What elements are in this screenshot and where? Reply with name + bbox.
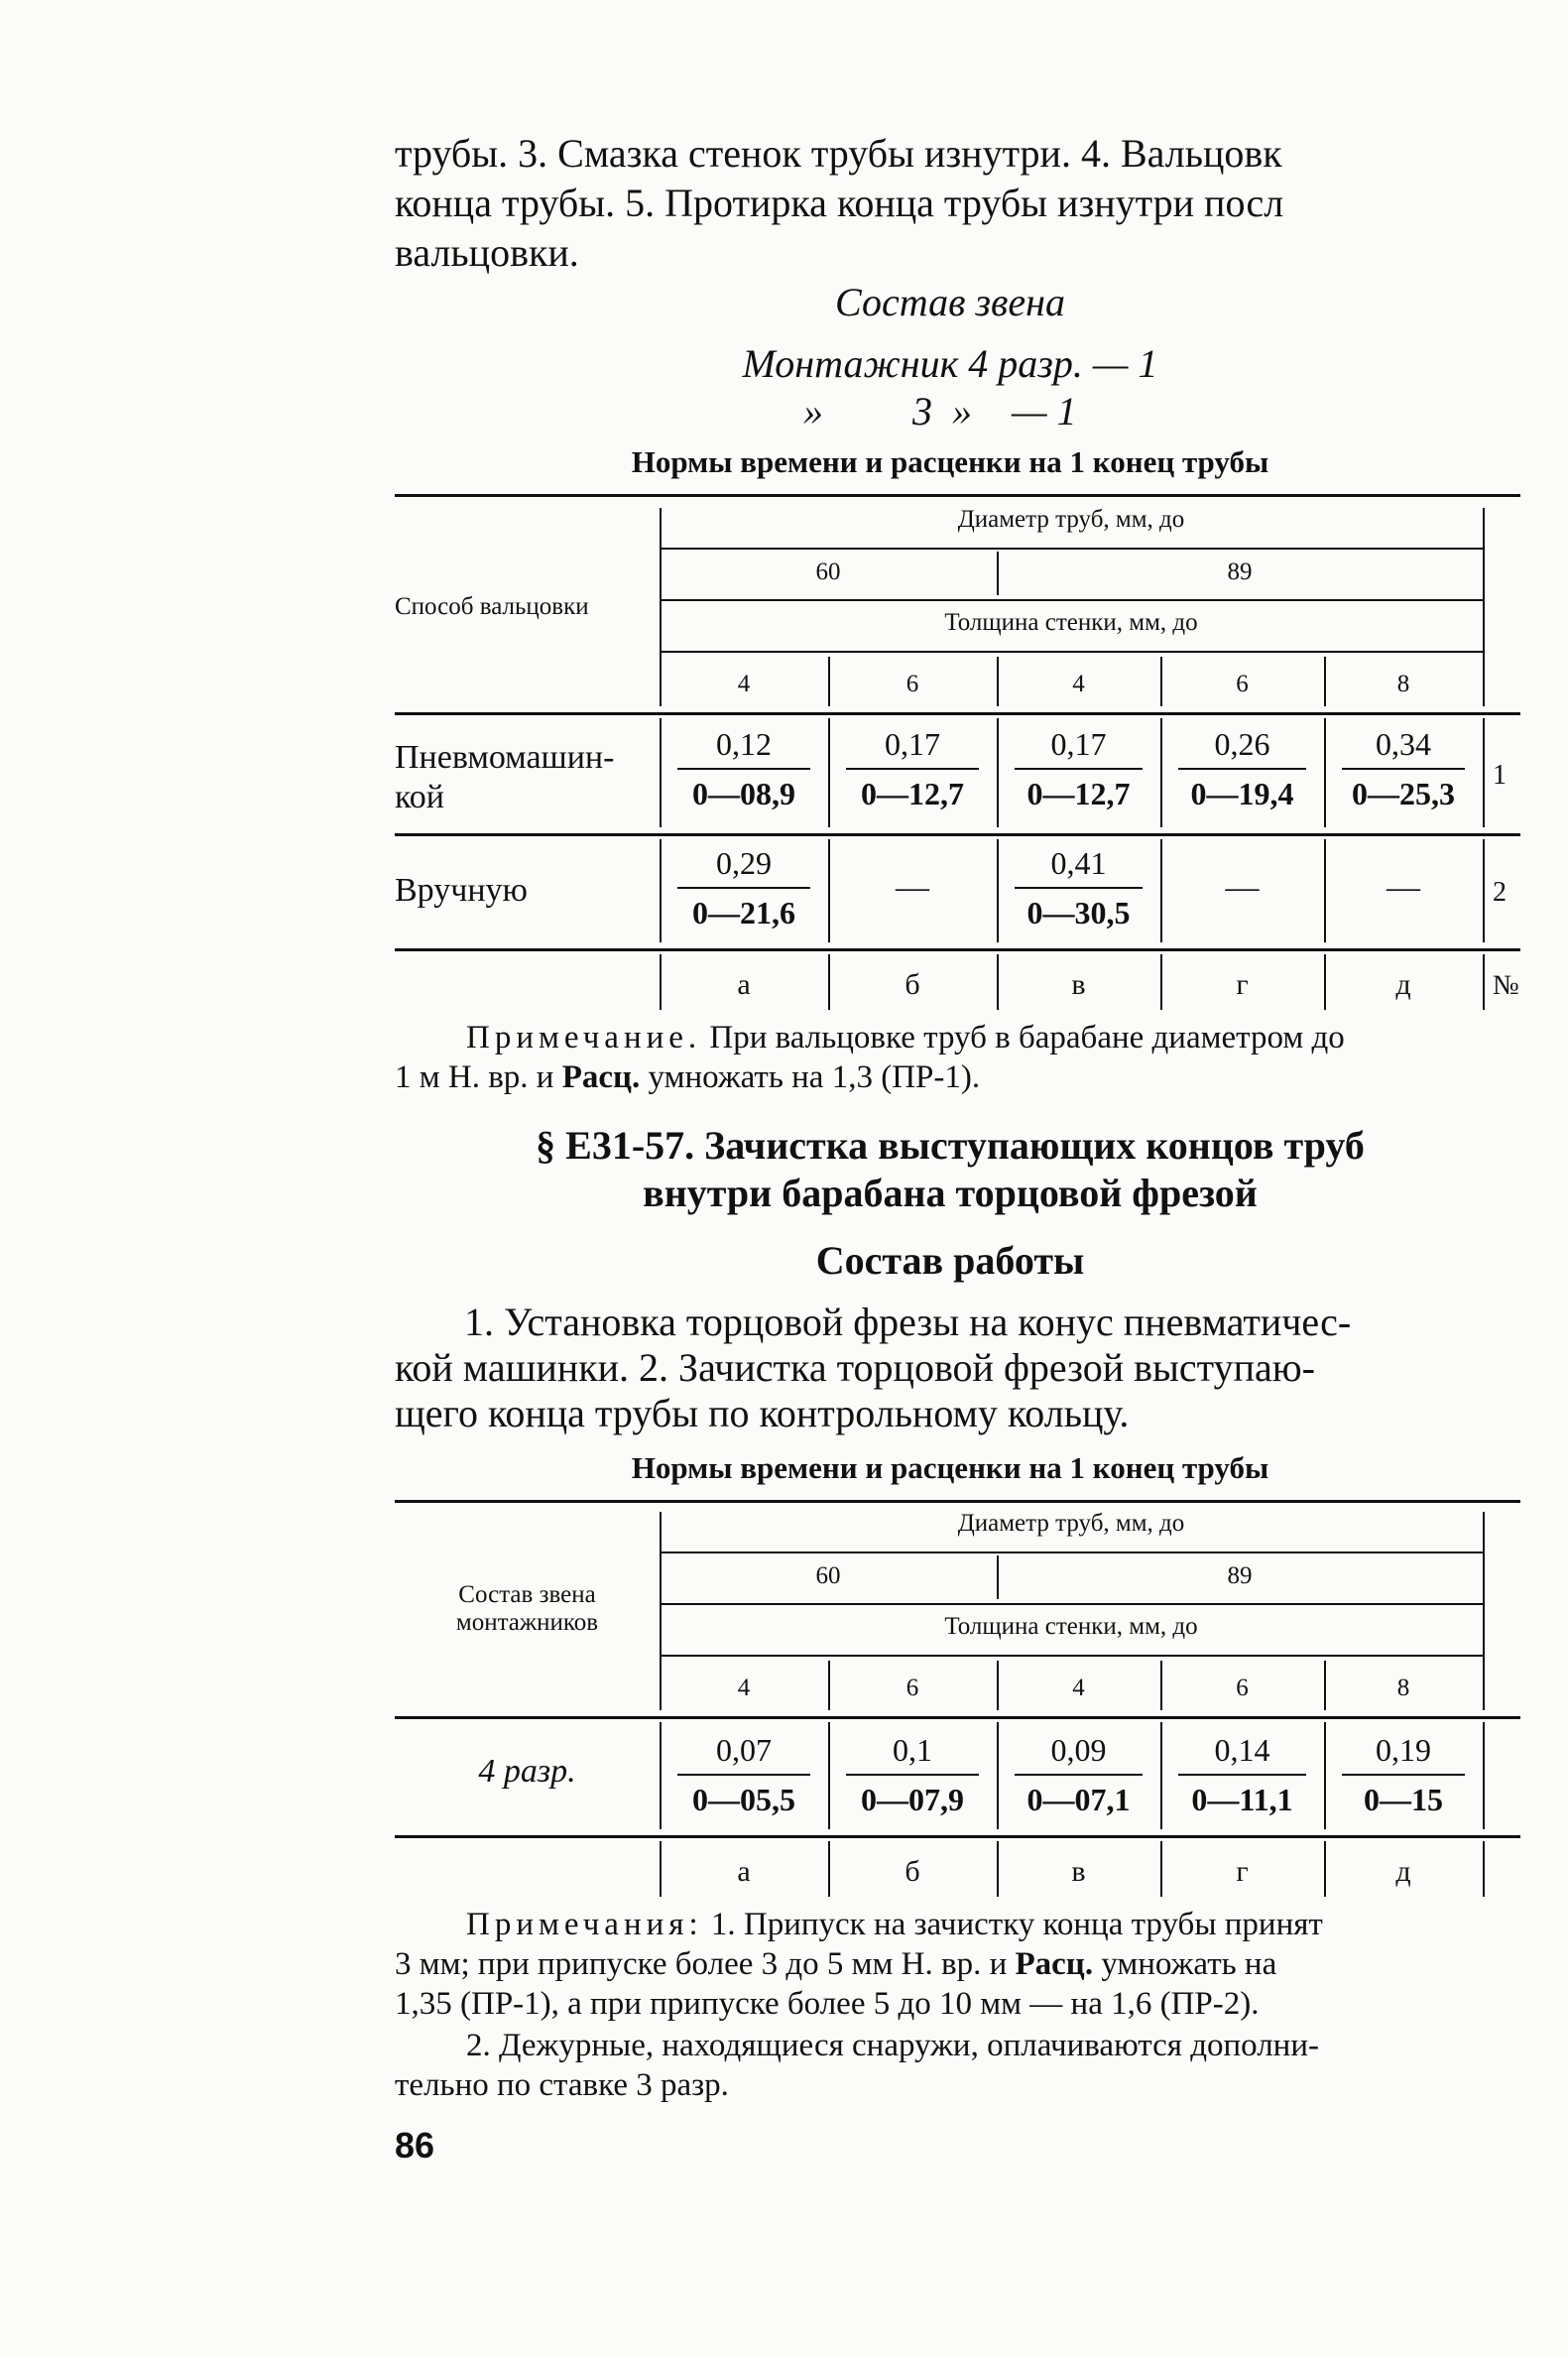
table1-letters-v2 xyxy=(997,954,999,1010)
table2-vline-th1 xyxy=(828,1661,830,1710)
table2-thickness-1: 4 xyxy=(737,1675,751,1701)
table2-cell-d xyxy=(1324,1730,1483,1819)
table2-diameter-89: 89 xyxy=(1227,1562,1253,1589)
table2-thickness-4: 6 xyxy=(1236,1675,1249,1701)
fraction-bar xyxy=(1015,887,1143,889)
table2-row-v4 xyxy=(1324,1722,1326,1829)
norm-time: 0,29 xyxy=(716,845,772,881)
work-heading: Состав работы xyxy=(815,1238,1085,1283)
table2-diameter-60: 60 xyxy=(815,1562,841,1589)
table1-row2-v4 xyxy=(1324,839,1326,942)
table1-row2-v0 xyxy=(660,839,662,942)
rate: 0—21,6 xyxy=(692,895,795,931)
table1-row1-cell-a xyxy=(660,724,828,813)
note-abbrev: Расц. xyxy=(1015,1946,1094,1982)
rate: 0—25,3 xyxy=(1352,776,1455,811)
table1-letters-v5 xyxy=(1483,954,1485,1010)
fraction-bar xyxy=(846,1774,979,1776)
norm-time: 0,17 xyxy=(885,726,940,762)
table1-thickness-3: 4 xyxy=(1072,671,1085,697)
table2-title: Нормы времени и расценки на 1 конец трубы xyxy=(631,1450,1269,1485)
table1-rule-2 xyxy=(660,599,1483,601)
table1-thickness-header: Толщина стенки, мм, до xyxy=(944,609,1198,636)
rate: 0—12,7 xyxy=(861,776,964,811)
table1-vline-right xyxy=(1483,508,1485,706)
table1-rule-1 xyxy=(660,548,1483,550)
table1-row2-cell-b: — xyxy=(896,869,929,906)
table2-note1-line1 xyxy=(466,1905,1323,1944)
table1-row1-cell-g xyxy=(1160,724,1324,813)
table2-row-label: 4 разр. xyxy=(478,1753,576,1790)
page-number: 86 xyxy=(395,2125,435,2166)
table1-number-label: № xyxy=(1493,970,1519,1001)
table1-row1-v4 xyxy=(1324,718,1326,827)
table2-cell-g xyxy=(1160,1730,1324,1819)
work-line-1: 1. Установка торцовой фрезы на конус пневматичес- xyxy=(464,1300,1352,1344)
intro-line-3: вальцовки. xyxy=(395,230,579,275)
table2-letters-v2 xyxy=(997,1841,999,1897)
table2-cell-v xyxy=(997,1730,1160,1819)
table1-note-line2 xyxy=(395,1057,980,1097)
table1-row1-cell-d xyxy=(1324,724,1483,813)
intro-line-2: конца трубы. 5. Протирка конца трубы изнутри посл xyxy=(395,181,1284,225)
table1-row1-v5 xyxy=(1483,718,1485,827)
table2-rule-3 xyxy=(660,1655,1483,1657)
table1-row1-v1 xyxy=(828,718,830,827)
table1-letters-v4 xyxy=(1324,954,1326,1010)
norm-time: 0,34 xyxy=(1376,726,1431,762)
fraction-bar xyxy=(677,768,810,770)
work-line-3: щего конца трубы по контрольному кольцу. xyxy=(395,1391,1130,1435)
table1-col-letter-v: в xyxy=(1071,968,1086,1001)
table2-row-v5 xyxy=(1483,1722,1485,1829)
table1-row2-cell-g: — xyxy=(1225,869,1260,906)
table2-note1-line3: 1,35 (ПР-1), а при припуске более 5 до 10 мм — на 1,6 (ПР-2). xyxy=(395,1986,1260,2022)
table2-row-v3 xyxy=(1160,1722,1162,1829)
table2-note2-line2: тельно по ставке 3 разр. xyxy=(395,2067,729,2103)
rate: 0—07,1 xyxy=(1026,1782,1131,1817)
table1-note-line1 xyxy=(466,1018,1345,1057)
table2-diameter-header: Диаметр труб, мм, до xyxy=(957,1510,1185,1537)
table1-row1-number: 1 xyxy=(1493,760,1507,791)
table2-vline-th3 xyxy=(1160,1661,1162,1710)
section-title-line2: внутри барабана торцовой фрезой xyxy=(643,1171,1258,1215)
table1-row2-number: 2 xyxy=(1493,877,1507,908)
fraction-bar xyxy=(1342,768,1465,770)
table2-letters-v1 xyxy=(828,1841,830,1897)
norm-time: 0,26 xyxy=(1214,726,1270,762)
fraction-bar xyxy=(1015,768,1143,770)
intro-line-1: трубы. 3. Смазка стенок трубы изнутри. 4. Вальцовк xyxy=(395,131,1282,176)
table1-row1-cell-v xyxy=(997,724,1160,813)
table2-rule-2 xyxy=(660,1603,1483,1605)
fraction-bar xyxy=(1178,1774,1306,1776)
table1-row1-v3 xyxy=(1160,718,1162,827)
table2-crew-header-line1: Состав звена xyxy=(458,1581,596,1608)
table2-thickness-5: 8 xyxy=(1396,1675,1410,1701)
table1-row1-v2 xyxy=(997,718,999,827)
table1-thickness-5: 8 xyxy=(1396,671,1410,697)
work-line-2: кой машинки. 2. Зачистка торцовой фрезой выступаю- xyxy=(395,1345,1315,1390)
table2-vline-th2 xyxy=(997,1661,999,1710)
table1-letters-v0 xyxy=(660,954,662,1010)
table1-row1-bottom-rule xyxy=(395,833,1520,836)
table1-row1-label-line2: кой xyxy=(395,779,444,815)
table1-vline-th2 xyxy=(997,657,999,706)
fraction-bar xyxy=(677,1774,810,1776)
rate: 0—11,1 xyxy=(1191,1782,1293,1817)
section-title-line1: § Е31-57. Зачистка выступающих концов труб xyxy=(536,1123,1365,1168)
table2-vline-diam xyxy=(997,1555,999,1599)
table1-diameter-89: 89 xyxy=(1227,558,1253,585)
norm-time: 0,12 xyxy=(716,726,772,762)
table2-top-rule xyxy=(395,1500,1520,1503)
table2-row-v0 xyxy=(660,1722,662,1829)
table2-letters-v5 xyxy=(1483,1841,1485,1897)
note-text: 1 м Н. вр. и xyxy=(395,1059,562,1095)
rate: 0—30,5 xyxy=(1026,895,1131,931)
crew-line-2: » 3 » — 1 xyxy=(803,389,1077,434)
table2-vline-right xyxy=(1483,1512,1485,1710)
norm-time: 0,09 xyxy=(1050,1732,1107,1768)
table1-vline-th3 xyxy=(1160,657,1162,706)
rate: 0—15 xyxy=(1364,1782,1443,1817)
table1-title: Нормы времени и расценки на 1 конец трубы xyxy=(631,444,1269,479)
table1-row2-v1 xyxy=(828,839,830,942)
table2-vline-th4 xyxy=(1324,1661,1326,1710)
table2-note2-line1: 2. Дежурные, находящиеся снаружи, оплачиваются дополни- xyxy=(466,2028,1319,2063)
table2-letters-v4 xyxy=(1324,1841,1326,1897)
norm-time: 0,1 xyxy=(893,1732,932,1768)
table2-note1-line2 xyxy=(395,1944,1276,1984)
table2-letters-v3 xyxy=(1160,1841,1162,1897)
table1-row2-label: Вручную xyxy=(395,872,528,909)
table2-header-bottom-rule xyxy=(395,1716,1520,1719)
table1-row2-bottom-rule xyxy=(395,948,1520,951)
table1-col-letter-g: г xyxy=(1236,968,1249,1001)
fraction-bar xyxy=(1015,1774,1143,1776)
table1-vline-diam xyxy=(997,552,999,595)
rate: 0—08,9 xyxy=(692,776,795,811)
table2-col-letter-b: б xyxy=(905,1855,920,1888)
table1-row2-cell-a xyxy=(660,843,828,932)
table2-row-v2 xyxy=(997,1722,999,1829)
table2-row-bottom-rule xyxy=(395,1835,1520,1838)
note-abbrev: Расц. xyxy=(561,1059,641,1095)
table2-col-letter-v: в xyxy=(1071,1855,1086,1888)
rate: 0—12,7 xyxy=(1026,776,1131,811)
table2-col-letter-a: а xyxy=(737,1855,751,1888)
fraction-bar xyxy=(1178,768,1306,770)
table1-col-letter-d: д xyxy=(1395,968,1411,1001)
note-text: 1. Припуск на зачистку конца трубы принят xyxy=(702,1907,1323,1942)
norm-time: 0,19 xyxy=(1376,1732,1431,1768)
table2-thickness-3: 4 xyxy=(1072,1675,1085,1701)
table1-header-bottom-rule xyxy=(395,712,1520,715)
table2-cell-b xyxy=(828,1730,997,1819)
table1-vline-th4 xyxy=(1324,657,1326,706)
table1-col-letter-b: б xyxy=(905,968,920,1001)
table1-row2-cell-d: — xyxy=(1387,869,1420,906)
table2-col-letter-g: г xyxy=(1236,1855,1249,1888)
table1-thickness-2: 6 xyxy=(905,671,919,697)
norm-time: 0,07 xyxy=(716,1732,772,1768)
table2-row-v1 xyxy=(828,1722,830,1829)
fraction-bar xyxy=(677,887,810,889)
table1-row2-v5 xyxy=(1483,839,1485,942)
table2-col-letter-d: д xyxy=(1395,1855,1411,1888)
rate: 0—05,5 xyxy=(692,1782,795,1817)
note-text: умножать на 1,3 (ПР-1). xyxy=(640,1059,981,1095)
table2-letters-v0 xyxy=(660,1841,662,1897)
note-label: Примечание. xyxy=(466,1020,702,1055)
norm-time: 0,14 xyxy=(1214,1732,1270,1768)
table2-thickness-header: Толщина стенки, мм, до xyxy=(944,1613,1198,1640)
rate: 0—19,4 xyxy=(1190,776,1294,811)
rate: 0—07,9 xyxy=(861,1782,964,1817)
table1-row1-label-line1: Пневмомашин- xyxy=(395,739,615,776)
norm-time: 0,41 xyxy=(1050,845,1107,881)
fraction-bar xyxy=(846,768,979,770)
crew-line-1: Монтажник 4 разр. — 1 xyxy=(742,341,1158,386)
table1-thickness-1: 4 xyxy=(737,671,751,697)
table1-row1-cell-b xyxy=(828,724,997,813)
crew-heading: Состав звена xyxy=(834,280,1065,324)
fraction-bar xyxy=(1342,1774,1465,1776)
table1-col-letter-a: а xyxy=(737,968,751,1001)
table1-diameter-60: 60 xyxy=(815,558,841,585)
table1-row2-cell-v xyxy=(997,843,1160,932)
table2-thickness-2: 6 xyxy=(905,1675,919,1701)
table1-method-header: Способ вальцовки xyxy=(395,593,589,620)
table2-cell-a xyxy=(660,1730,828,1819)
table1-diameter-header: Диаметр труб, мм, до xyxy=(957,506,1185,533)
table1-thickness-4: 6 xyxy=(1236,671,1249,697)
table1-row1-v0 xyxy=(660,718,662,827)
note-text: При вальцовке труб в барабане диаметром до xyxy=(701,1020,1345,1055)
table1-row2-v2 xyxy=(997,839,999,942)
table1-letters-v3 xyxy=(1160,954,1162,1010)
table1-rule-3 xyxy=(660,651,1483,653)
table1-row2-v3 xyxy=(1160,839,1162,942)
table1-vline-th1 xyxy=(828,657,830,706)
note-text: 3 мм; при припуске более 3 до 5 мм Н. вр. и xyxy=(395,1946,1016,1982)
note-text: умножать на xyxy=(1093,1946,1277,1982)
table1-top-rule xyxy=(395,494,1520,497)
table2-crew-header-line2: монтажников xyxy=(455,1609,599,1636)
table1-letters-v1 xyxy=(828,954,830,1010)
notes-label: Примечания: xyxy=(466,1907,703,1942)
norm-time: 0,17 xyxy=(1050,726,1107,762)
table2-rule-1 xyxy=(660,1551,1483,1553)
